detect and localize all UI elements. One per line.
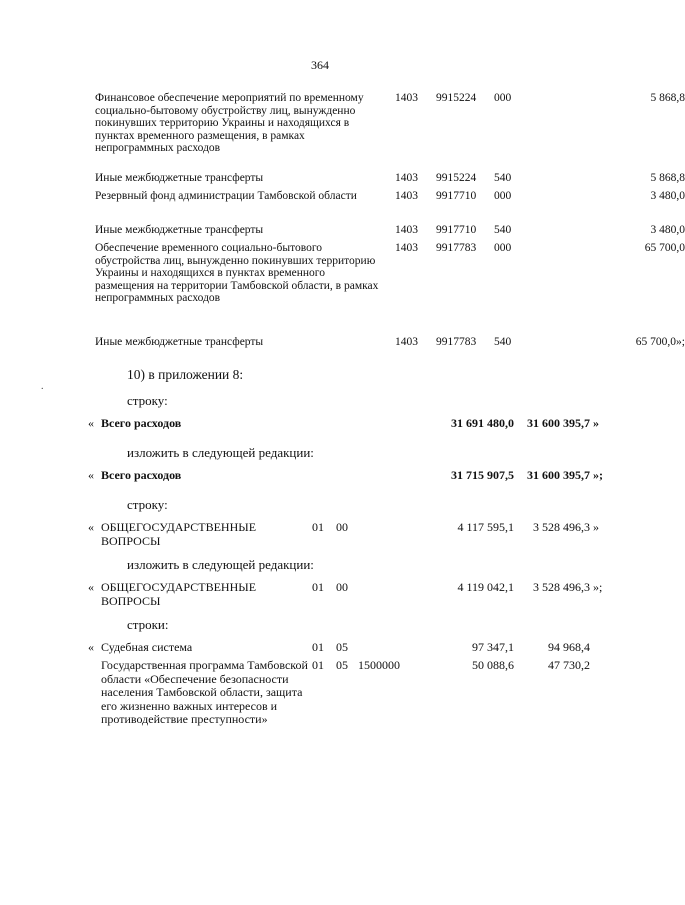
row-csr: 9915224 (436, 92, 477, 104)
gov-rz: 01 (312, 520, 324, 534)
quote-open: « (88, 416, 94, 430)
judicial-label: Судебная система (101, 640, 193, 654)
izlozhit-label: изложить в следующей редакции: (127, 445, 314, 460)
gov-value-2: 3 528 496,3 (533, 520, 590, 534)
row-csr: 9915224 (436, 172, 477, 184)
row-csr: 9917710 (436, 224, 477, 236)
row-name: Иные межбюджетные трансферты (95, 172, 264, 184)
quote-close: » (593, 520, 599, 534)
row-csr: 9917783 (436, 242, 477, 254)
row-amount: 3 480,0 (650, 190, 685, 202)
stroku-label: строку: (127, 393, 168, 408)
judicial-pr: 05 (336, 640, 348, 654)
quote-open: « (88, 468, 94, 482)
row-vr: 540 (494, 172, 512, 184)
row-csr: 9917710 (436, 190, 477, 202)
row-razdel: 1403 (395, 190, 418, 202)
program-csr: 1500000 (358, 658, 400, 672)
row-vr: 000 (494, 190, 512, 202)
row-amount: 5 868,8 (650, 92, 685, 104)
row-razdel: 1403 (395, 336, 418, 348)
gov-rz: 01 (312, 580, 324, 594)
total-label: Всего расходов (101, 468, 182, 482)
stroki-label: строки: (127, 617, 169, 632)
row-amount: 3 480,0 (650, 224, 685, 236)
program-rz: 01 (312, 658, 324, 672)
izlozhit-label: изложить в следующей редакции: (127, 557, 314, 572)
item-10-heading: 10) в приложении 8: (127, 367, 244, 382)
gov-value-2: 3 528 496,3 (533, 580, 590, 594)
gov-label: ОБЩЕГОСУДАРСТВЕННЫЕ ВОПРОСЫ (101, 580, 257, 608)
row-vr: 000 (494, 242, 512, 254)
judicial-value-1: 97 347,1 (472, 640, 514, 654)
program-value-2: 47 730,2 (548, 658, 590, 672)
scan-mark: . (41, 381, 44, 392)
total-label: Всего расходов (101, 416, 182, 430)
gov-pr: 00 (336, 520, 348, 534)
row-name: Резервный фонд администрации Тамбовской области (95, 190, 357, 202)
row-amount: 65 700,0»; (635, 336, 685, 348)
row-razdel: 1403 (395, 172, 418, 184)
program-label: Государственная программа Тамбовской области «Обеспечение безопасности населения Тамбовской области, защита его жизненно важных интересов и противодействие преступности» (101, 658, 308, 726)
row-razdel: 1403 (395, 242, 418, 254)
gov-value-1: 4 117 595,1 (457, 520, 514, 534)
page-number: 364 (311, 58, 329, 72)
quote-open: « (88, 580, 94, 594)
row-name: Финансовое обеспечение мероприятий по временному социально-бытовому обустройству лиц, вынужденно покинувших территорию Украины и находящихся в пунктах временного размещения, в рамках непрограммных расходов (95, 92, 364, 154)
row-name: Обеспечение временного социально-бытового обустройства лиц, вынужденно покинувших территорию Украины и находящихся в пунктах временного размещения на территории Тамбовской области, в рамках непрограммных расходов (95, 242, 379, 304)
judicial-value-2: 94 968,4 (548, 640, 590, 654)
row-csr: 9917783 (436, 336, 477, 348)
quote-close: » (593, 416, 599, 430)
row-amount: 5 868,8 (650, 172, 685, 184)
row-razdel: 1403 (395, 92, 418, 104)
row-vr: 540 (494, 224, 512, 236)
total-value-1: 31 691 480,0 (451, 416, 514, 430)
quote-open: « (88, 520, 94, 534)
row-name: Иные межбюджетные трансферты (95, 336, 264, 348)
quote-open: « (88, 640, 94, 654)
total-value-2: 31 600 395,7 (527, 416, 590, 430)
total-value-2: 31 600 395,7 (527, 468, 590, 482)
quote-close: »; (593, 580, 603, 594)
row-name: Иные межбюджетные трансферты (95, 224, 264, 236)
stroku-label: строку: (127, 497, 168, 512)
total-value-1: 31 715 907,5 (451, 468, 514, 482)
row-amount: 65 700,0 (644, 242, 685, 254)
row-vr: 540 (494, 336, 512, 348)
program-value-1: 50 088,6 (472, 658, 514, 672)
program-pr: 05 (336, 658, 348, 672)
row-vr: 000 (494, 92, 512, 104)
gov-label: ОБЩЕГОСУДАРСТВЕННЫЕ ВОПРОСЫ (101, 520, 257, 548)
gov-value-1: 4 119 042,1 (457, 580, 514, 594)
gov-pr: 00 (336, 580, 348, 594)
judicial-rz: 01 (312, 640, 324, 654)
quote-close: »; (593, 468, 603, 482)
row-razdel: 1403 (395, 224, 418, 236)
